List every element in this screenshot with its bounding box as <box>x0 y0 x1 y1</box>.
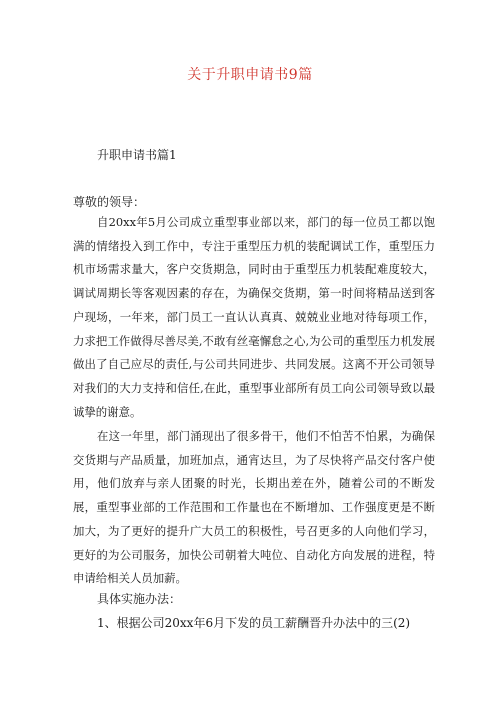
implementation-heading: 具体实施办法： <box>97 592 182 606</box>
body-paragraph-2: 在这一年里，部门涌现出了很多骨干，他们不怕苦不怕累，为确保交货期与产品质量，加班加点，通宵达旦，为了尽快将产品交付客户使用，他们放弃与亲人团聚的时光，长期出差在外，随着公司的不断发展，重型事业部的工作范围和工作量也在不断增加、工作强度更是不断加大，为了更好的提升广大员工的积极性，号召更多的人向他们学习，更好的为公司服务，加快公司朝着大吨位、自动化方向发展的进程，特申请给相关人员加薪。 <box>73 429 435 586</box>
section-subtitle: 升职申请书篇1 <box>97 148 177 162</box>
list-item: 1、根据公司20xx年6月下发的员工薪酬晋升办法中的三(2) <box>97 616 411 630</box>
body-paragraph-1: 自20xx年5月公司成立重型事业部以来，部门的每一位员工都以饱满的情绪投入到工作中，专注于重型压力机的装配调试工作，重型压力机市场需求量大，客户交货期急，同时由于重型压力机装配难度较大，调试周期长等客观因素的存在，为确保交货期，第一时间将精品送到客户现场，一年来，部门员工一直认认真真、兢兢业业地对待每项工作，力求把工作做得尽善尽美,不敢有丝毫懈怠之心,为公司的重型压力机发展做出了自己应尽的责任,与公司共同进步、共同发展。这离不开公司领导对我们的大力支持和信任,在此，重型事业部所有员工向公司领导致以最诚挚的谢意。 <box>73 215 435 419</box>
document-title: 关于升职申请书9篇 <box>187 67 313 83</box>
salutation: 尊敬的领导： <box>73 195 146 209</box>
